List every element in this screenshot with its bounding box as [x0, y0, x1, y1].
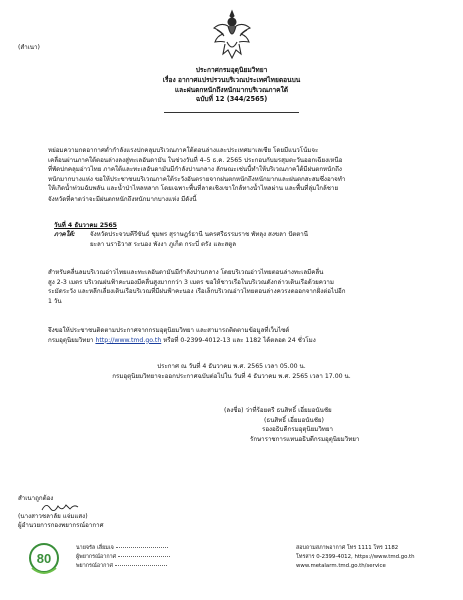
- handwritten-signature-icon: [40, 500, 80, 514]
- paragraph-wave-warning: [48, 268, 418, 306]
- paragraph-weather-situation: [48, 146, 418, 194]
- paragraph-line: ให้เกิดน้ำท่วมฉับพลัน และน้ำป่าไหลหลาก โดยเฉพาะพื้นที่ลาดเชิงเขาใกล้ทางน้ำไหลผ่าน และพื้นที่ลุ่มใกล้ชาย: [48, 185, 339, 193]
- contact-line: www.metalarm.tmd.go.th/service: [296, 563, 386, 570]
- staff-name: นายจรัล เลี่ยมเจ: [76, 545, 114, 551]
- region-label: ภาคใต้:: [54, 231, 76, 239]
- signer-position: รองอธิบดีกรมอุตุนิยมวิทยา: [262, 426, 333, 434]
- forecast-day-block: [48, 221, 308, 249]
- next-announcement-time: กรมอุตุนิยมวิทยาจะออกประกาศฉบับต่อไปใน วันที่ 4 ธันวาคม พ.ศ. 2565 เวลา 17.00 น.: [112, 372, 351, 380]
- logo-number: 80: [36, 551, 52, 566]
- paragraph-line: จึงขอให้ประชาชนติดตามประกาศจากกรมอุตุนิยมวิทยา และสามารถติดตามข้อมูลที่เว็บไซต์: [48, 327, 290, 334]
- signer-line: (ลงชื่อ) ว่าที่ร้อยตรี ธนสิทธิ์ เอี่ยมอนันชัย: [224, 407, 332, 414]
- paragraph-line: ที่พัดปกคลุมอ่าวไทย ภาคใต้และทะเลอันดามันมีกำลังปานกลาง ลักษณะเช่นนี้ทำให้บริเวณภาคใต้มีฝนตกหนักถึง: [48, 166, 342, 174]
- paragraph-follow-updates: [48, 326, 418, 345]
- title-line: ประกาศกรมอุตุนิยมวิทยา: [195, 66, 268, 74]
- provinces-line: จังหวัดประจวบคีรีขันธ์ ชุมพร สุราษฎร์ธานี นครศรีธรรมราช พัทลุง สงขลา ปัตตานี: [90, 231, 308, 239]
- announcement-title: [0, 66, 463, 105]
- staff-role: ผู้พยากรณ์อากาศ: [76, 554, 117, 561]
- paragraph-text: กรมอุตุนิยมวิทยา: [48, 336, 96, 344]
- staff-division: พยากรณ์อากาศ: [76, 563, 113, 570]
- title-line: และฝนตกหนักถึงหนักมากบริเวณภาคใต้: [174, 85, 289, 94]
- tmd-website-link[interactable]: http://www.tmd.go.th: [95, 336, 162, 344]
- certifier-name: (นางสาวชลาลัย แจ่มแสง): [18, 513, 88, 521]
- paragraph-line: สูง 2-3 เมตร บริเวณฝนฟ้าคะนองมีคลื่นสูงมากกว่า 3 เมตร ขอให้ชาวเรือในบริเวณดังกล่าวเดินเรือด้วยความ: [48, 278, 334, 286]
- signature-block: [224, 406, 424, 444]
- signer-acting-position: รักษาราชการแทนอธิบดีกรมอุตุนิยมวิทยา: [250, 435, 360, 443]
- paragraph-line: เคลื่อนผ่านภาคใต้ตอนล่างลงสู่ทะเลอันดามัน ในช่วงวันที่ 4–5 ธ.ค. 2565 ประกอบกับมรสุมตะวันออกเฉียงเหนือ: [48, 156, 343, 164]
- tmd-80-year-logo-icon: [22, 538, 66, 582]
- issued-time: ประกาศ ณ วันที่ 4 ธันวาคม พ.ศ. 2565 เวลา 05.00 น.: [157, 363, 306, 370]
- forecast-day-label: วันที่ 4 ธันวาคม 2565: [54, 222, 117, 229]
- title-line: ฉบับที่ 12 (344/2565): [195, 95, 268, 104]
- provinces-line: ยะลา นราธิวาส ระนอง พังงา ภูเก็ต กระบี่ ตรัง และสตูล: [90, 240, 237, 248]
- title-line: เรื่อง อากาศแปรปรวนบริเวณประเทศไทยตอนบน: [162, 75, 301, 84]
- footer-staff: [76, 544, 170, 572]
- paragraph-line: สำหรับคลื่นลมบริเวณอ่าวไทยและทะเลอันดามันมีกำลังปานกลาง โดยบริเวณอ่าวไทยตอนล่างทะเลมีคลื่น: [48, 269, 324, 276]
- copy-label: (สำเนา): [18, 44, 40, 51]
- signer-name: (ธนสิทธิ์ เอี่ยมอนันชัย): [264, 416, 324, 424]
- paragraph-line: จังหวัดที่คาดว่าจะมีฝนตกหนักถึงหนักมากบางแห่ง มีดังนี้: [48, 196, 197, 203]
- paragraph-text: หรือที่ 0-2399-4012-13 และ 1182 ได้ตลอด 24 ชั่วโมง: [161, 336, 316, 344]
- contact-line: สอบถามสภาพอากาศ โทร 1111 โทร 1182: [296, 545, 399, 551]
- paragraph-line: ระมัดระวัง และหลีกเลี่ยงเดินเรือบริเวณที่มีฝนฟ้าคะนอง เรือเล็กบริเวณอ่าวไทยตอนล่างควรงดออกจากฝั่งต่อไปอีก: [48, 288, 346, 296]
- certifier-position: ผู้อำนวยการกองพยากรณ์อากาศ: [18, 522, 104, 530]
- announcement-times: [0, 362, 463, 381]
- garuda-emblem-icon: [211, 8, 253, 62]
- footer-contact: [296, 544, 446, 572]
- paragraph-line: หนักมากบางแห่ง ขอให้ประชาชนบริเวณภาคใต้ระวังอันตรายจากฝนตกหนักถึงหนักมากและฝนตกสะสมซึ่งอาจทำ: [48, 175, 346, 183]
- paragraph-line: หย่อมความกดอากาศต่ำกำลังแรงปกคลุมบริเวณภาคใต้ตอนล่างและประเทศมาเลเซีย โดยมีแนวโน้มจะ: [48, 147, 319, 154]
- paragraph-provinces-intro: [48, 195, 418, 205]
- paragraph-line: 1 วัน: [48, 297, 62, 305]
- contact-line: โทรสาร 0-2399-4012, https://www.tmd.go.th: [296, 554, 415, 561]
- title-divider: [164, 112, 299, 113]
- certified-copy-label: สำเนาถูกต้อง: [18, 495, 54, 502]
